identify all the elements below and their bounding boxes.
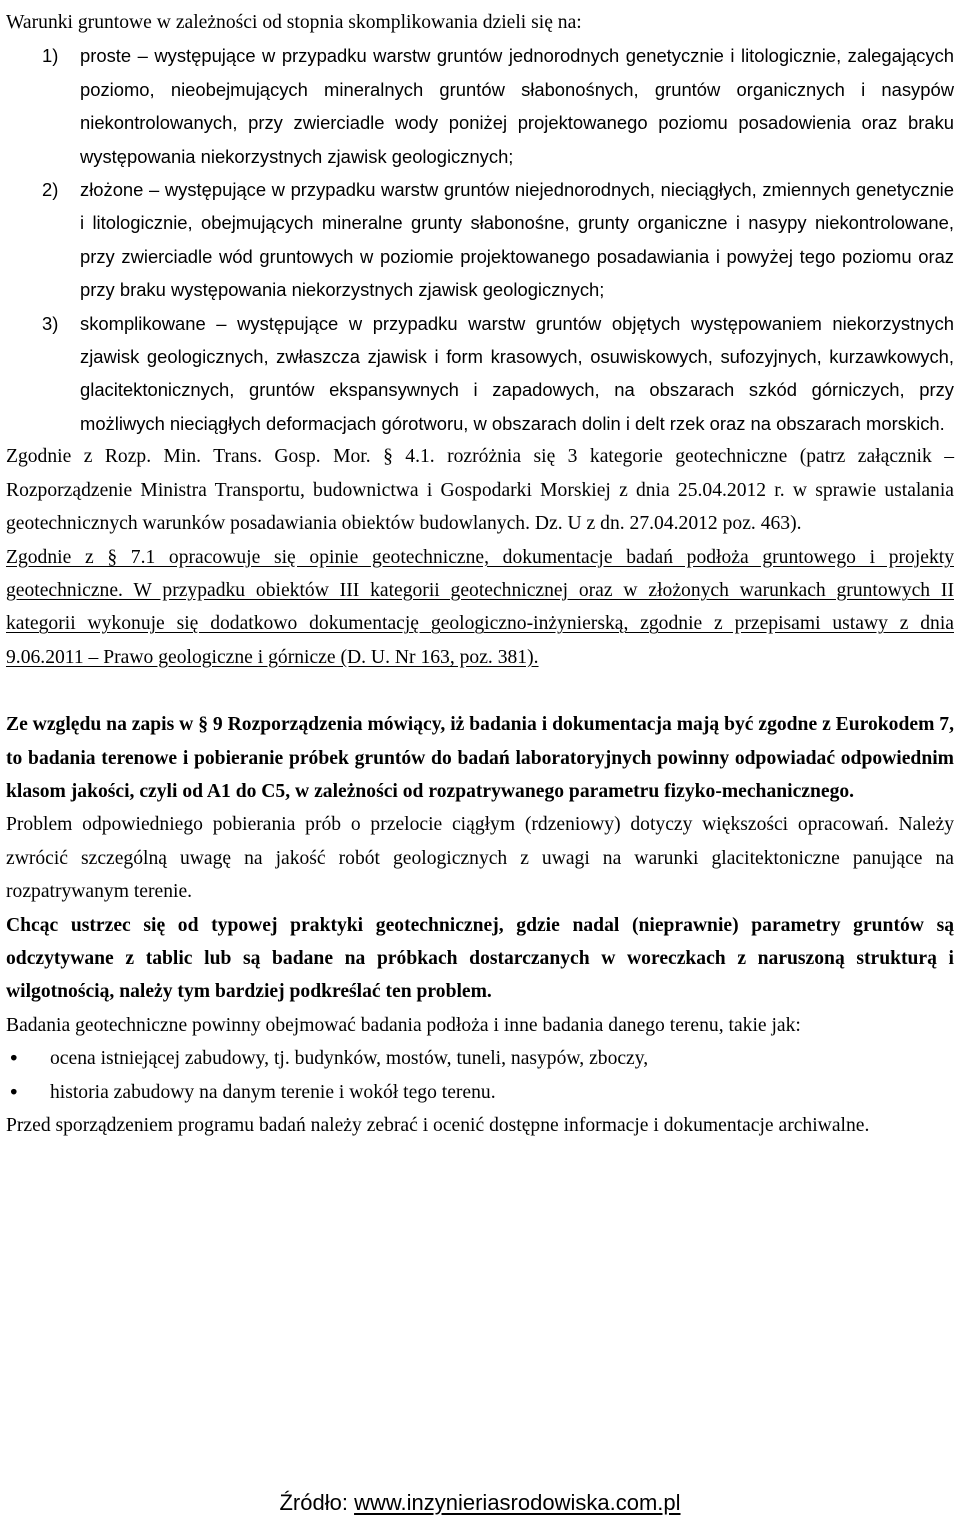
list-item-text: skomplikowane – występujące w przypadku warstw gruntów objętych występowaniem niekorzystnych zjawisk geologicznych, zwłaszcza zjawisk i form krasowych, osuwiskowych, sufozyjnych, kurzawkowych, glacitektonicznych, gruntów ekspansywnych i zapadowych, na obszarach szkód górniczych, przy możliwych nieciągłych deformacjach górotworu, w obszarach dolin i delt rzek oraz na obszarach morskich.	[80, 312, 954, 434]
bullet-text: historia zabudowy na danym terenie i wokół tego terenu.	[50, 1081, 496, 1103]
ground-conditions-list	[6, 39, 954, 440]
list-number: 1)	[42, 45, 59, 67]
bold-paragraph-eurocode: Ze względu na zapis w § 9 Rozporządzenia mówiący, iż badania i dokumentacja mają być zgodne z Eurokodem 7, to badania terenowe i pobieranie próbek gruntów do badań laboratoryjnych powinny odpowiadać odpowiednim klasom jakości, czyli od A1 do C5, w zależności od rozpatrywanego parametru fizyko-mechanicznego.	[6, 714, 954, 802]
list-item-text: proste – występujące w przypadku warstw gruntów jednorodnych genetycznie i litologicznie, zalegających poziomo, nieobejmujących mineralnych gruntów słabonośnych, gruntów organicznych i nasypów niekontrolowanych, przy zwierciadle wody poniżej projektowanego poziomu posadowienia oraz braku występowania niekorzystnych zjawisk geologicznych;	[80, 45, 954, 167]
paragraph-archival: Przed sporządzeniem programu badań należy zebrać i ocenić dostępne informacje i dokumentacje archiwalne.	[6, 1115, 870, 1136]
paragraph-sampling-problem: Problem odpowiedniego pobierania prób o przelocie ciągłym (rdzeniowy) dotyczy większości opracowań. Należy zwrócić szczególną uwagę na jakość robót geologicznych z uwagi na warunki glacitektoniczne panujące na rozpatrywanym terenie.	[6, 814, 954, 903]
bold-paragraph-practice: Chcąc ustrzec się od typowej praktyki geotechnicznej, gdzie nadal (nieprawnie) parametry gruntów są odczytywane z tablic lub są badane na próbkach dostarczanych w woreczkach z naruszoną strukturą i wilgotnością, należy tym bardziej podkreślać ten problem.	[6, 914, 954, 1003]
bullet-icon: •	[8, 1080, 20, 1104]
paragraph-section-7-1: Zgodnie z § 7.1 opracowuje się opinie geotechniczne, dokumentacje badań podłoża gruntowego i projekty geotechniczne. W przypadku obiektów III kategorii geotechnicznej oraz w złożonych warunkach gruntowych II kategorii wykonuje się dodatkowo dokumentację geologiczno-inżynierską, zgodnie z przepisami ustawy z dnia 9.06.2011 – Prawo geologiczne i górnicze (D. U. Nr 163, poz. 381).	[6, 546, 954, 668]
list-item-simple	[6, 39, 954, 173]
intro-paragraph: Warunki gruntowe w zależności od stopnia skomplikowania dzieli się na:	[6, 12, 582, 33]
spacer	[6, 674, 954, 708]
list-number: 2)	[42, 179, 59, 201]
bullet-list	[6, 1042, 954, 1109]
paragraph-geotechnical-studies: Badania geotechniczne powinny obejmować badania podłoża i inne badania danego terenu, takie jak:	[6, 1014, 801, 1036]
bullet-item	[6, 1042, 954, 1075]
source-label: Źródło:	[279, 1490, 355, 1515]
list-item-complicated	[6, 307, 954, 441]
paragraph-regulation: Zgodnie z Rozp. Min. Trans. Gosp. Mor. § 4.1. rozróżnia się 3 kategorie geotechniczne (patrz załącznik – Rozporządzenie Ministra Transportu, budownictwa i Gospodarki Morskiej z dnia 25.04.2012 r. w sprawie ustalania geotechnicznych warunków posadawiania obiektów budowlanych. Dz. U z dn. 27.04.2012 poz. 463).	[6, 446, 954, 535]
bullet-item	[6, 1076, 954, 1109]
document-page	[6, 6, 954, 1142]
list-number: 3)	[42, 312, 59, 334]
source-link[interactable]: www.inzynieriasrodowiska.com.pl	[354, 1490, 681, 1515]
bullet-icon: •	[8, 1047, 20, 1071]
list-item-text: złożone – występujące w przypadku warstw gruntów niejednorodnych, nieciągłych, zmiennych genetycznie i litologicznie, obejmujących mineralne grunty słabonośne, grunty organiczne i nasypy niekontrolowane, przy zwierciadle wód gruntowych w poziomie projektowanego posadawiania i powyżej tego poziomu oraz przy braku występowania niekorzystnych zjawisk geologicznych;	[80, 179, 954, 301]
list-item-complex	[6, 173, 954, 307]
source-footer	[0, 1490, 960, 1516]
bullet-text: ocena istniejącej zabudowy, tj. budynków, mostów, tuneli, nasypów, zboczy,	[50, 1048, 649, 1070]
